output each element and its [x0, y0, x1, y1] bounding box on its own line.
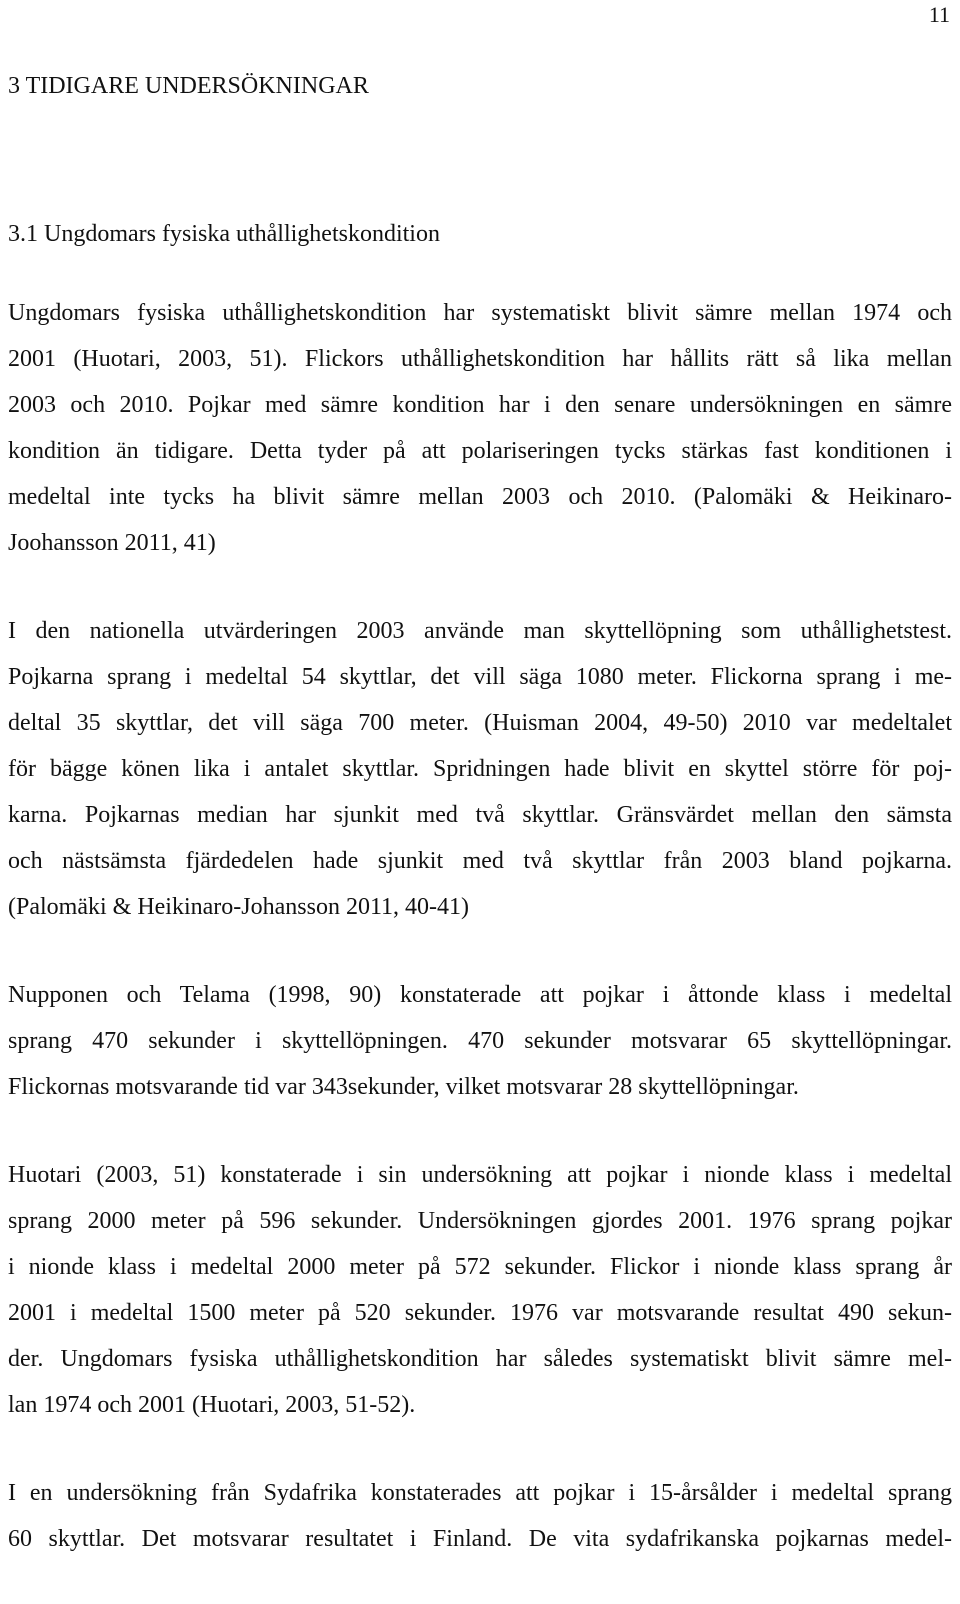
paragraph-line: I en undersökning från Sydafrika konstaterades att pojkar i 15-årsålder i medeltal sprang: [8, 1480, 952, 1506]
paragraph-line: Flickornas motsvarande tid var 343sekunder, vilket motsvarar 28 skyttellöpningar.: [8, 1074, 799, 1100]
paragraph-line: kondition än tidigare. Detta tyder på att polariseringen tycks stärkas fast konditionen i: [8, 438, 952, 464]
paragraph-1: [8, 290, 952, 566]
paragraph-line: lan 1974 och 2001 (Huotari, 2003, 51-52).: [8, 1392, 416, 1418]
paragraph-line: Ungdomars fysiska uthållighetskondition har systematiskt blivit sämre mellan 1974 och: [8, 300, 952, 326]
document-body: [8, 66, 952, 1604]
paragraph-line: Joohansson 2011, 41): [8, 530, 216, 556]
paragraph-line: deltal 35 skyttlar, det vill säga 700 meter. (Huisman 2004, 49-50) 2010 var medeltalet: [8, 710, 952, 736]
page-number: 11: [928, 2, 950, 27]
paragraph-line: 2001 (Huotari, 2003, 51). Flickors uthållighetskondition har hållits rätt så lika mellan: [8, 346, 952, 372]
paragraph-line: 2003 och 2010. Pojkar med sämre kondition har i den senare undersökningen en sämre: [8, 392, 952, 418]
paragraph-line: 60 skyttlar. Det motsvarar resultatet i Finland. De vita sydafrikanska pojkarnas medel-: [8, 1526, 952, 1552]
paragraph-line: Nupponen och Telama (1998, 90) konstaterade att pojkar i åttonde klass i medeltal: [8, 982, 952, 1008]
paragraph-line: för bägge könen lika i antalet skyttlar. Spridningen hade blivit en skyttel större för poj-: [8, 756, 952, 782]
paragraph-5: [8, 1470, 952, 1562]
paragraph-line: medeltal inte tycks ha blivit sämre mellan 2003 och 2010. (Palomäki & Heikinaro-: [8, 484, 952, 510]
paragraph-line: 2001 i medeltal 1500 meter på 520 sekunder. 1976 var motsvarande resultat 490 sekun-: [8, 1300, 952, 1326]
paragraph-line: karna. Pojkarnas median har sjunkit med två skyttlar. Gränsvärdet mellan den sämsta: [8, 802, 952, 828]
paragraph-line: Huotari (2003, 51) konstaterade i sin undersökning att pojkar i nionde klass i medeltal: [8, 1162, 952, 1188]
paragraph-2: [8, 608, 952, 930]
chapter-heading: 3 TIDIGARE UNDERSÖKNINGAR: [8, 73, 369, 99]
paragraph-line: i nionde klass i medeltal 2000 meter på 572 sekunder. Flickor i nionde klass sprang år: [8, 1254, 952, 1280]
paragraph-line: Pojkarna sprang i medeltal 54 skyttlar, det vill säga 1080 meter. Flickorna sprang i me-: [8, 664, 952, 690]
section-heading: 3.1 Ungdomars fysiska uthållighetskondition: [8, 221, 440, 247]
paragraph-line: sprang 2000 meter på 596 sekunder. Undersökningen gjordes 2001. 1976 sprang pojkar: [8, 1208, 952, 1234]
paragraph-line: sprang 470 sekunder i skyttellöpningen. 470 sekunder motsvarar 65 skyttellöpningar.: [8, 1028, 952, 1054]
paragraph-3: [8, 972, 952, 1110]
paragraph-4: [8, 1152, 952, 1428]
paragraph-line: och nästsämsta fjärdedelen hade sjunkit med två skyttlar från 2003 bland pojkarna.: [8, 848, 952, 874]
paragraph-line: I den nationella utvärderingen 2003 använde man skyttellöpning som uthållighetstest.: [8, 618, 952, 644]
paragraph-line: der. Ungdomars fysiska uthållighetskondition har således systematiskt blivit sämre mel-: [8, 1346, 952, 1372]
paragraph-line: (Palomäki & Heikinaro-Johansson 2011, 40-41): [8, 894, 470, 920]
